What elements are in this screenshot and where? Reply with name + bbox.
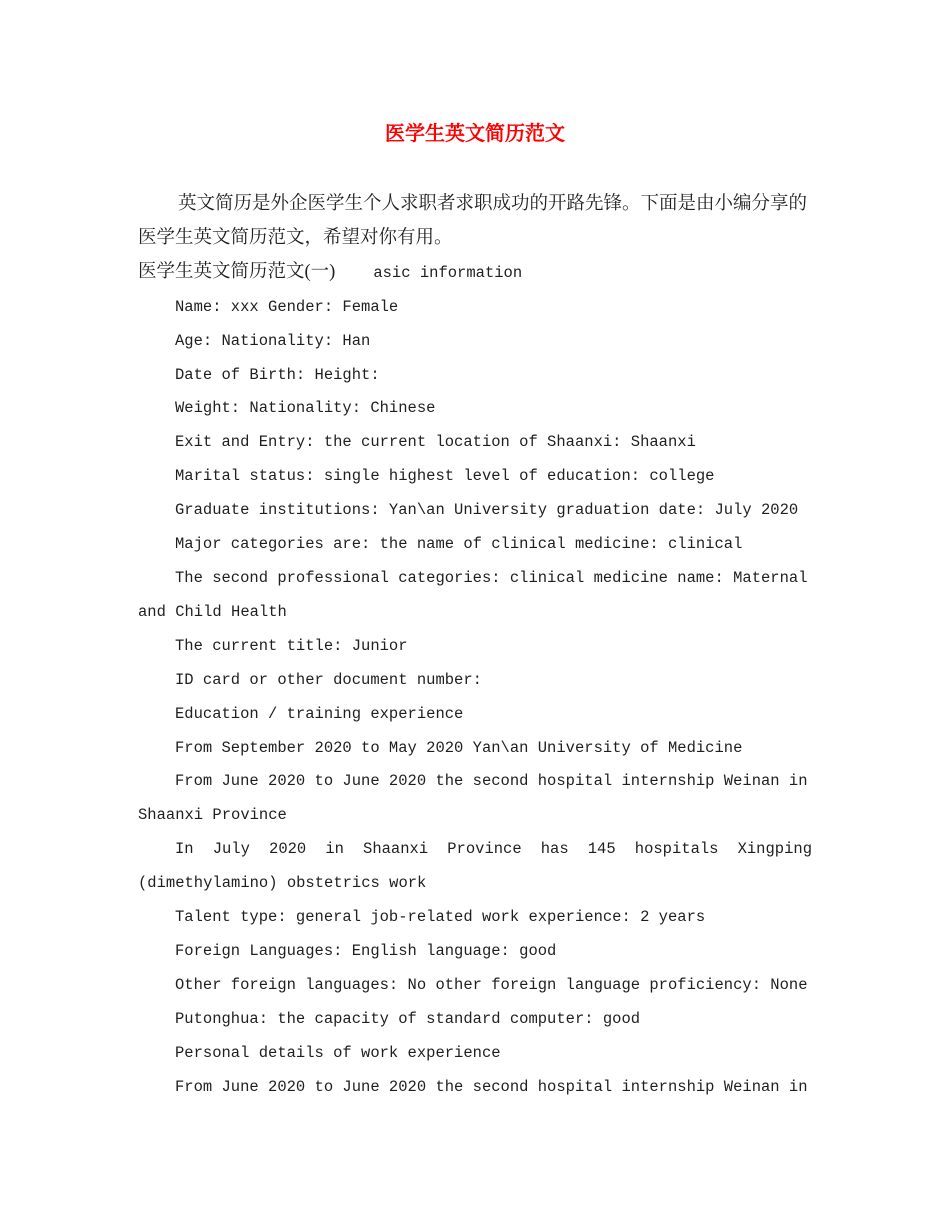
text-line-graduate-institutions: Graduate institutions: Yan\an University graduation date: July 2020 (175, 501, 799, 520)
text-line-current-title: The current title: Junior (175, 636, 408, 655)
text-line-from-june-2: From June 2020 to June 2020 the second hospital internship Weinan in (175, 1077, 808, 1096)
text-line-putonghua: Putonghua: the capacity of standard computer: good (175, 1009, 641, 1028)
text-line-major-categories: Major categories are: the name of clinical medicine: clinical (175, 535, 743, 554)
text-line-personal-details: Personal details of work experience (175, 1043, 501, 1062)
text-line-in-july: In July 2020 in Shaanxi Province has 145 hospitals Xingping (175, 840, 812, 859)
text-line-from-september: From September 2020 to May 2020 Yan\an University of Medicine (175, 738, 743, 757)
intro-paragraph-line-2: 医学生英文简历范文，希望对你有用。 (138, 227, 453, 248)
text-line-birth-height: Date of Birth: Height: (175, 365, 380, 384)
text-line-name-gender: Name: xxx Gender: Female (175, 297, 399, 316)
section-heading-english: asic information (373, 263, 523, 282)
text-line-obstetrics-work: (dimethylamino) obstetrics work (138, 874, 427, 893)
text-line-child-health: and Child Health (138, 602, 287, 621)
text-line-id-card: ID card or other document number: (175, 670, 482, 689)
section-heading-chinese: 医学生英文简历范文(一) (138, 261, 336, 282)
text-line-education-training: Education / training experience (175, 704, 464, 723)
text-line-from-june-1: From June 2020 to June 2020 the second hospital internship Weinan in (175, 772, 808, 791)
text-line-marital-status: Marital status: single highest level of education: college (175, 467, 715, 486)
text-line-foreign-languages: Foreign Languages: English language: good (175, 941, 557, 960)
text-line-shaanxi-province: Shaanxi Province (138, 806, 287, 825)
section-heading-line (138, 256, 812, 291)
text-line-weight-nationality: Weight: Nationality: Chinese (175, 399, 436, 418)
text-line-other-languages: Other foreign languages: No other foreign language proficiency: None (175, 975, 808, 994)
text-line-age-nationality: Age: Nationality: Han (175, 331, 371, 350)
document-body (138, 188, 812, 1104)
page-title: 医学生英文简历范文 (385, 123, 565, 145)
intro-paragraph-line-1: 英文简历是外企医学生个人求职者求职成功的开路先锋。下面是由小编分享的 (178, 194, 808, 214)
text-line-second-categories: The second professional categories: clinical medicine name: Maternal (175, 568, 808, 587)
text-line-exit-entry: Exit and Entry: the current location of Shaanxi: Shaanxi (175, 433, 696, 452)
text-line-talent-type: Talent type: general job-related work experience: 2 years (175, 908, 706, 927)
